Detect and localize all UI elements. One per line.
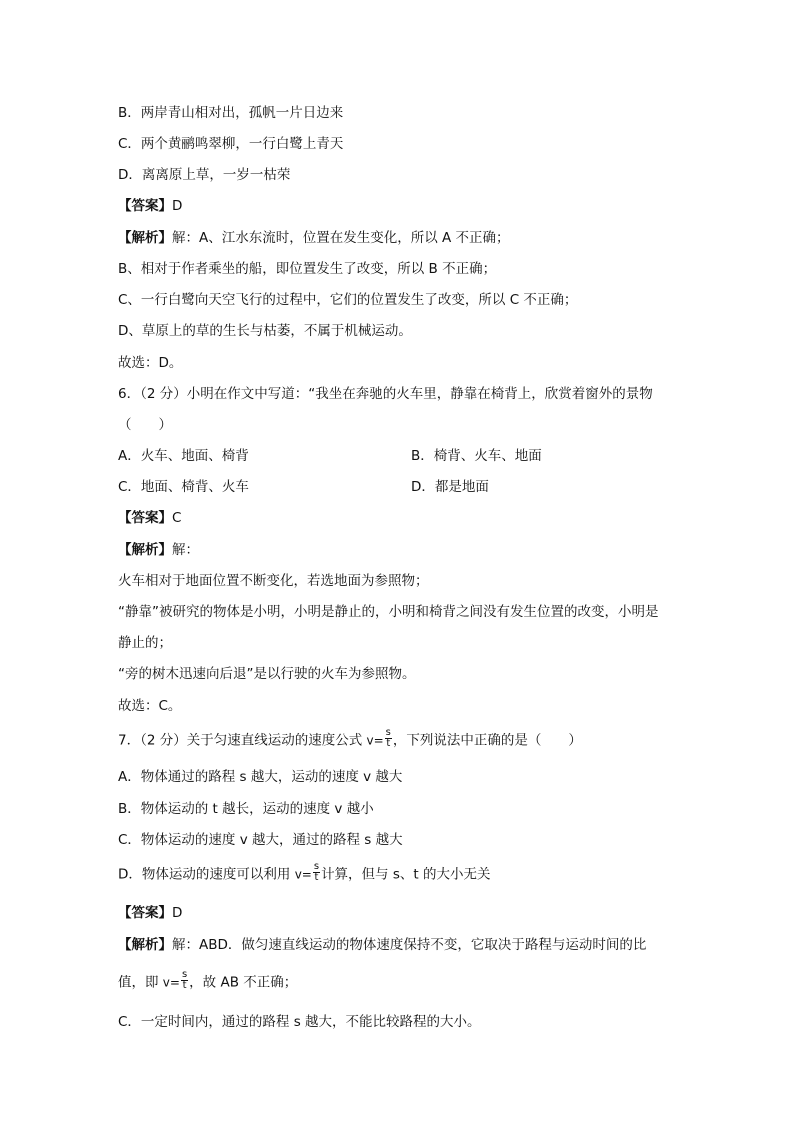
q6-stem: 6．（2 分）小明在作文中写道：“我坐在奔驰的火车里，静靠在椅背上，欣赏着窗外的景物	[118, 386, 653, 402]
q7-stem: 7．（2 分）关于匀速直线运动的速度公式 v= $\frac{s}{t}$ ，下列说法中正确的是（ ）	[118, 727, 582, 749]
fraction-numerator: s	[313, 861, 320, 872]
q7-answer	[118, 904, 182, 922]
formula-lhs: v=	[294, 867, 312, 882]
fraction-numerator: s	[181, 969, 188, 980]
q5-analysis-line: D、草原上的草的生长与枯萎，不属于机械运动。	[118, 323, 412, 339]
q7-option-b: B．物体运动的 t 越长，运动的速度 v 越小	[118, 801, 374, 817]
fraction-denominator: t	[314, 872, 319, 883]
q6-analysis-line: 火车相对于地面位置不断变化，若选地面为参照物；	[118, 573, 429, 589]
q5-answer	[118, 197, 182, 215]
speed-formula-fraction	[385, 728, 392, 749]
fraction-denominator: t	[386, 738, 391, 749]
fraction-numerator: s	[385, 727, 391, 738]
answer-value: D	[172, 198, 183, 214]
q5-option-c: C．两个黄鹂鸣翠柳，一行白鹭上青天	[118, 136, 344, 152]
q7-analysis-line: 值，即 v= $\frac{s}{t}$ ，故 AB 不正确；	[118, 969, 298, 991]
q5-analysis-line: B、相对于作者乘坐的船，即位置发生了改变，所以 B 不正确；	[118, 261, 497, 277]
q7-option-c: C．物体运动的速度 v 越大，通过的路程 s 越大	[118, 832, 403, 848]
answer-label: 【答案】	[118, 905, 172, 921]
answer-value: D	[172, 905, 183, 921]
q6-analysis	[118, 541, 199, 559]
q5-analysis-line: 故选：D。	[118, 355, 183, 371]
q6-option-c: C．地面、椅背、火车	[118, 479, 249, 495]
q5-analysis-line: C、一行白鹭向天空飞行的过程中，它们的位置发生了改变，所以 C 不正确；	[118, 292, 578, 308]
q6-option-d: D．都是地面	[411, 479, 489, 495]
q7-analysis-line: C．一定时间内，通过的路程 s 越大，不能比较路程的大小。	[118, 1014, 481, 1030]
q6-analysis-line: “静靠”被研究的物体是小明，小明是静止的，小明和椅背之间没有发生位置的改变，小明是	[118, 604, 659, 620]
formula-lhs: v=	[366, 733, 384, 748]
q7-option-a: A．物体通过的路程 s 越大，运动的速度 v 越大	[118, 769, 403, 785]
analysis-label: 【解析】	[118, 937, 172, 953]
q7-analysis	[118, 936, 646, 954]
speed-formula-fraction	[313, 862, 320, 883]
analysis-text: 解：A、江水东流时，位置在发生变化，所以 A 不正确；	[172, 230, 510, 246]
q6-option-b: B．椅背、火车、地面	[411, 448, 542, 464]
q6-answer	[118, 509, 181, 527]
q6-analysis-line: 故选：C。	[118, 698, 182, 714]
analysis-label: 【解析】	[118, 230, 172, 246]
answer-value: C	[172, 510, 182, 526]
fraction-denominator: t	[182, 980, 187, 991]
q5-option-d: D．离离原上草，一岁一枯荣	[118, 167, 291, 183]
answer-label: 【答案】	[118, 510, 172, 526]
speed-formula-fraction	[181, 970, 188, 991]
q7-option-d: D．物体运动的速度可以利用 v= $\frac{s}{t}$ 计算，但与 s、t 的大小无关	[118, 861, 491, 883]
q6-stem-blank: （ ）	[118, 417, 172, 433]
analysis-text: 解：ABD．做匀速直线运动的物体速度保持不变，它取决于路程与运动时间的比	[172, 937, 647, 953]
analysis-label: 【解析】	[118, 542, 172, 558]
answer-label: 【答案】	[118, 198, 172, 214]
q6-analysis-line: 静止的；	[118, 635, 172, 651]
q5-option-b: B．两岸青山相对出，孤帆一片日边来	[118, 105, 344, 121]
q6-option-a: A．火车、地面、椅背	[118, 448, 249, 464]
formula-lhs: v=	[162, 975, 180, 990]
q6-analysis-line: “旁的树木迅速向后退”是以行驶的火车为参照物。	[118, 666, 416, 682]
analysis-text: 解：	[172, 542, 199, 558]
q5-analysis	[118, 229, 510, 247]
